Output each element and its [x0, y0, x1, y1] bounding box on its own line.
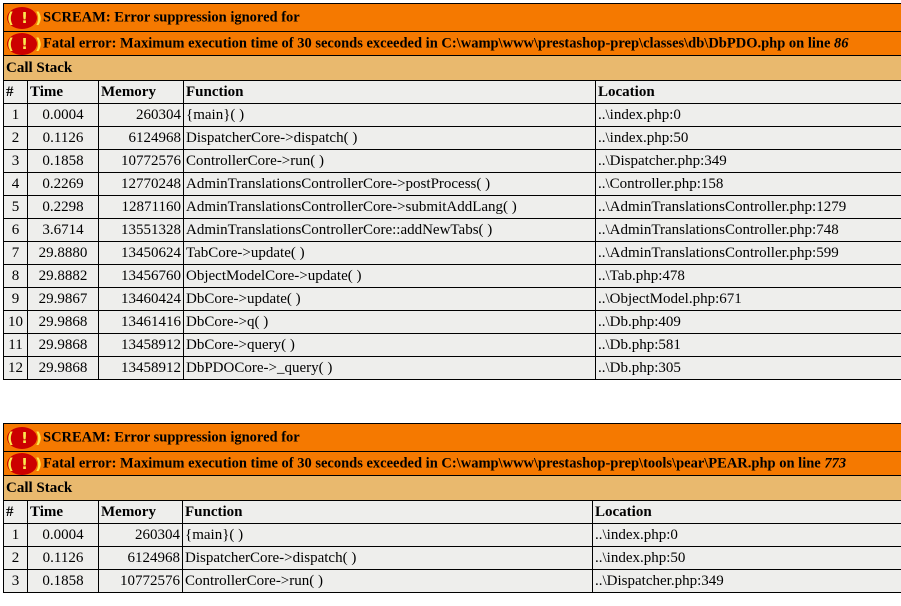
frame-memory: 13456760	[99, 265, 184, 288]
frame-number: 12	[4, 357, 28, 380]
call-stack-header-row	[4, 56, 901, 81]
scream-header	[4, 424, 901, 452]
fatal-error-header	[4, 32, 901, 56]
frame-location: ..\ObjectModel.php:671	[596, 288, 901, 311]
xdebug-error-block	[3, 423, 901, 593]
frame-location: ..\Db.php:305	[596, 357, 901, 380]
call-stack-row	[4, 357, 901, 380]
frame-location: ..\Tab.php:478	[596, 265, 901, 288]
frame-memory: 10772576	[99, 570, 183, 593]
error-icon: ( ! )	[7, 34, 43, 53]
frame-location: ..\index.php:0	[593, 524, 901, 547]
fatal-error-row	[4, 32, 901, 56]
frame-time: 29.9868	[28, 357, 99, 380]
frame-time: 29.8882	[28, 265, 99, 288]
frame-location: ..\Controller.php:158	[596, 173, 901, 196]
frame-number: 4	[4, 173, 28, 196]
frame-location: ..\AdminTranslationsController.php:1279	[596, 196, 901, 219]
frame-memory: 6124968	[99, 547, 183, 570]
call-stack-row	[4, 150, 901, 173]
error-icon: ( ! )	[7, 428, 43, 447]
call-stack-row	[4, 219, 901, 242]
frame-memory: 260304	[99, 524, 183, 547]
frame-location: ..\AdminTranslationsController.php:599	[596, 242, 901, 265]
column-header-memory: Memory	[99, 81, 184, 104]
call-stack-row	[4, 311, 901, 334]
frame-number: 1	[4, 524, 28, 547]
frame-memory: 13460424	[99, 288, 184, 311]
frame-number: 10	[4, 311, 28, 334]
frame-time: 0.1858	[28, 570, 99, 593]
frame-time: 3.6714	[28, 219, 99, 242]
frame-memory: 10772576	[99, 150, 184, 173]
scream-row	[4, 4, 901, 32]
frame-function: DbCore->query( )	[184, 334, 596, 357]
xdebug-error-table	[3, 423, 901, 593]
column-header-function: Function	[183, 501, 593, 524]
column-header-number: #	[4, 501, 28, 524]
fatal-error-header	[4, 452, 901, 476]
call-stack-row	[4, 265, 901, 288]
xdebug-error-block	[3, 3, 901, 380]
scream-message: SCREAM: Error suppression ignored for	[43, 9, 300, 25]
column-header-location: Location	[593, 501, 901, 524]
frame-number: 5	[4, 196, 28, 219]
frame-time: 29.9868	[28, 311, 99, 334]
frame-function: ObjectModelCore->update( )	[184, 265, 596, 288]
frame-time: 0.1858	[28, 150, 99, 173]
frame-function: {main}( )	[183, 524, 593, 547]
frame-memory: 13450624	[99, 242, 184, 265]
frame-function: DispatcherCore->dispatch( )	[183, 547, 593, 570]
frame-function: ControllerCore->run( )	[184, 150, 596, 173]
frame-time: 0.2269	[28, 173, 99, 196]
frame-number: 6	[4, 219, 28, 242]
frame-location: ..\Dispatcher.php:349	[593, 570, 901, 593]
frame-location: ..\index.php:50	[596, 127, 901, 150]
fatal-error-message: Fatal error: Maximum execution time of 30 seconds exceeded in C:\wamp\www\prestashop-prep\classes\db\DbPDO.php on line	[43, 35, 835, 51]
fatal-error-line: 773	[824, 455, 847, 471]
frame-memory: 13551328	[99, 219, 184, 242]
frame-location: ..\index.php:50	[593, 547, 901, 570]
call-stack-row	[4, 288, 901, 311]
frame-function: DbPDOCore->_query( )	[184, 357, 596, 380]
call-stack-row	[4, 242, 901, 265]
frame-location: ..\index.php:0	[596, 104, 901, 127]
frame-function: {main}( )	[184, 104, 596, 127]
call-stack-row	[4, 127, 901, 150]
column-header-number: #	[4, 81, 28, 104]
frame-number: 11	[4, 334, 28, 357]
frame-memory: 13461416	[99, 311, 184, 334]
frame-location: ..\Dispatcher.php:349	[596, 150, 901, 173]
frame-number: 1	[4, 104, 28, 127]
frame-time: 0.0004	[28, 104, 99, 127]
call-stack-row	[4, 196, 901, 219]
error-table-body	[4, 4, 901, 380]
frame-function: DbCore->update( )	[184, 288, 596, 311]
frame-number: 2	[4, 547, 28, 570]
frame-number: 7	[4, 242, 28, 265]
call-stack-title: Call Stack	[4, 476, 901, 501]
frame-memory: 12770248	[99, 173, 184, 196]
column-header-location: Location	[596, 81, 901, 104]
scream-message: SCREAM: Error suppression ignored for	[43, 429, 300, 445]
call-stack-row	[4, 524, 901, 547]
frame-function: AdminTranslationsControllerCore::addNewTabs( )	[184, 219, 596, 242]
frame-location: ..\Db.php:581	[596, 334, 901, 357]
frame-time: 0.1126	[28, 547, 99, 570]
frame-function: ControllerCore->run( )	[183, 570, 593, 593]
frame-time: 0.0004	[28, 524, 99, 547]
frame-function: AdminTranslationsControllerCore->submitAddLang( )	[184, 196, 596, 219]
column-header-memory: Memory	[99, 501, 183, 524]
frame-time: 29.9867	[28, 288, 99, 311]
scream-header	[4, 4, 901, 32]
frame-location: ..\AdminTranslationsController.php:748	[596, 219, 901, 242]
xdebug-error-table	[3, 3, 901, 380]
column-header-row	[4, 501, 901, 524]
error-table-body	[4, 424, 901, 593]
call-stack-header-row	[4, 476, 901, 501]
frame-function: DispatcherCore->dispatch( )	[184, 127, 596, 150]
call-stack-row	[4, 334, 901, 357]
frame-time: 0.2298	[28, 196, 99, 219]
frame-memory: 260304	[99, 104, 184, 127]
frame-number: 2	[4, 127, 28, 150]
fatal-error-row	[4, 452, 901, 476]
frame-memory: 13458912	[99, 334, 184, 357]
fatal-error-line: 86	[834, 35, 849, 51]
call-stack-row	[4, 173, 901, 196]
call-stack-row	[4, 547, 901, 570]
error-icon: ( ! )	[7, 454, 43, 473]
frame-time: 29.8880	[28, 242, 99, 265]
column-header-row	[4, 81, 901, 104]
frame-memory: 13458912	[99, 357, 184, 380]
frame-function: TabCore->update( )	[184, 242, 596, 265]
frame-number: 8	[4, 265, 28, 288]
frame-memory: 6124968	[99, 127, 184, 150]
frame-memory: 12871160	[99, 196, 184, 219]
frame-time: 29.9868	[28, 334, 99, 357]
call-stack-row	[4, 570, 901, 593]
column-header-time: Time	[28, 501, 99, 524]
frame-function: AdminTranslationsControllerCore->postProcess( )	[184, 173, 596, 196]
frame-location: ..\Db.php:409	[596, 311, 901, 334]
frame-number: 3	[4, 150, 28, 173]
frame-function: DbCore->q( )	[184, 311, 596, 334]
frame-time: 0.1126	[28, 127, 99, 150]
error-icon: ( ! )	[7, 8, 43, 27]
call-stack-title: Call Stack	[4, 56, 901, 81]
frame-number: 9	[4, 288, 28, 311]
frame-number: 3	[4, 570, 28, 593]
call-stack-row	[4, 104, 901, 127]
column-header-function: Function	[184, 81, 596, 104]
scream-row	[4, 424, 901, 452]
column-header-time: Time	[28, 81, 99, 104]
fatal-error-message: Fatal error: Maximum execution time of 30 seconds exceeded in C:\wamp\www\prestashop-prep\tools\pear\PEAR.php on line	[43, 455, 825, 471]
